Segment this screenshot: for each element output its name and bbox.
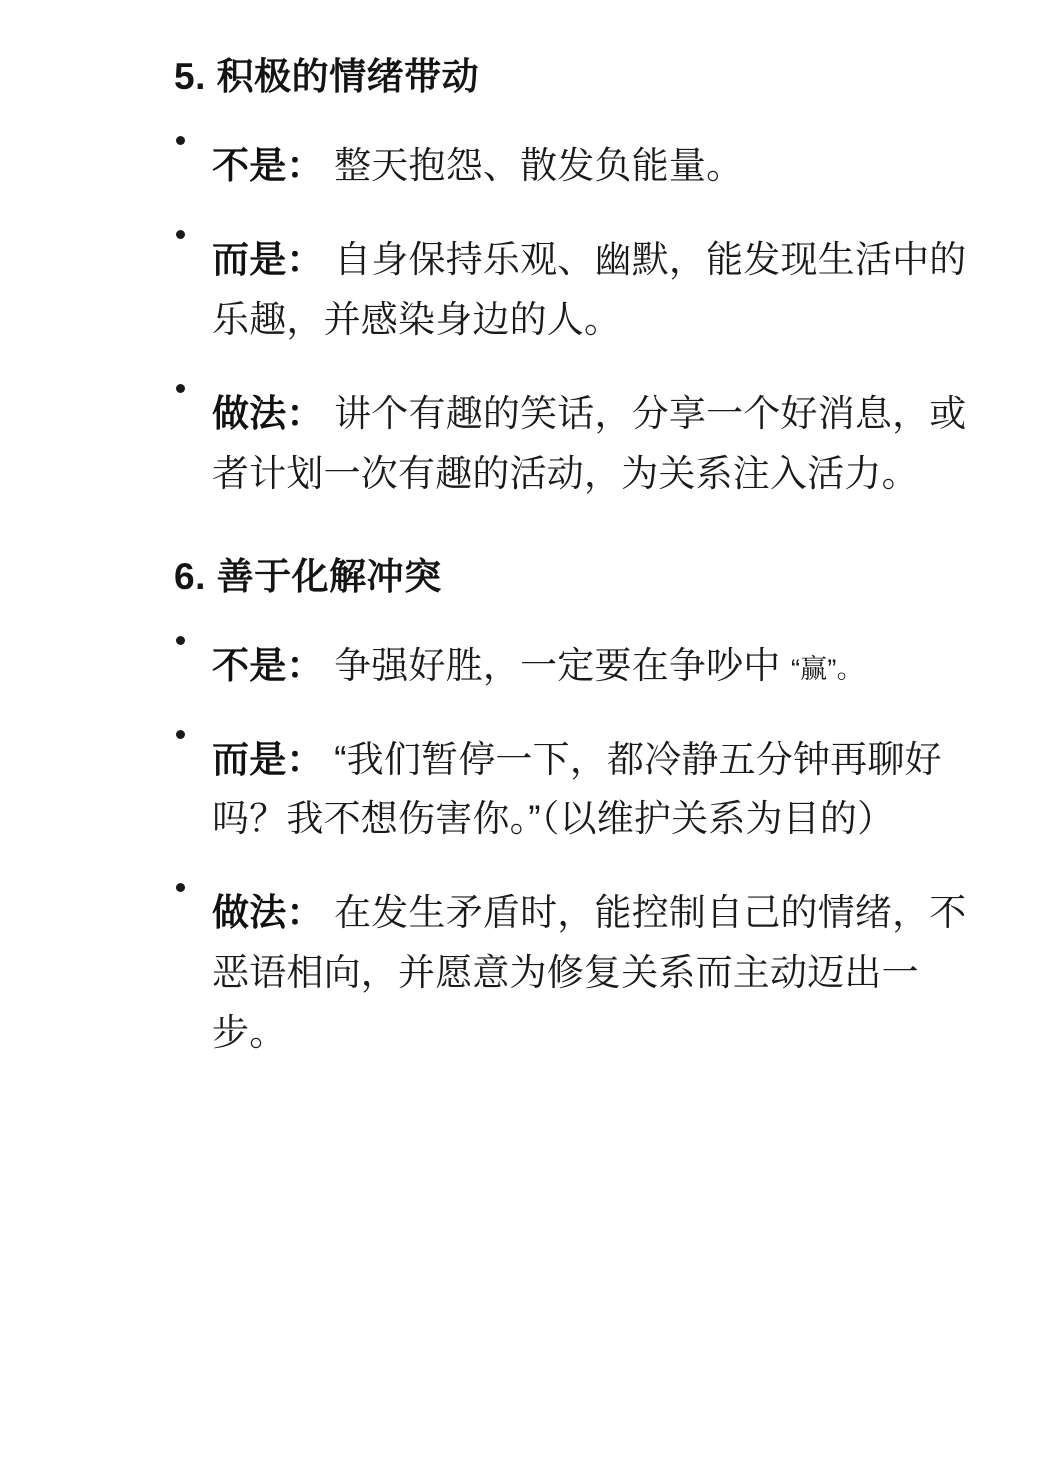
list-item-lead: 做法： xyxy=(212,392,324,434)
list-item-lead: 不是： xyxy=(212,644,324,686)
bullet-dot-icon xyxy=(176,636,185,645)
list-item-body: 整天抱怨、散发负能量。 xyxy=(334,144,744,186)
list-item xyxy=(40,730,998,850)
list-item-lead: 而是： xyxy=(212,238,324,280)
list-item-body: 讲个有趣的笑话，分享一个好消息，或者计划一次有趣的活动，为关系注入活力。 xyxy=(212,392,967,494)
list-item-lead: 而是： xyxy=(212,738,324,780)
list-item xyxy=(40,636,998,696)
bullet-dot-icon xyxy=(176,136,185,145)
bullet-dot-icon xyxy=(176,384,185,393)
list-item-body: “我们暂停一下，都冷静五分钟再聊好吗？我不想伤害你。”（以维护关系为目的） xyxy=(212,738,942,840)
section-heading: 5. 积极的情绪带动 xyxy=(174,56,480,97)
bullet-list xyxy=(40,136,998,504)
list-item-body: 在发生矛盾时，能控制自己的情绪，不恶语相向，并愿意为修复关系而主动迈出一步。 xyxy=(212,892,967,1054)
list-item xyxy=(40,136,998,196)
list-item-tail: “赢”。 xyxy=(790,653,864,684)
section-6 xyxy=(40,552,998,1064)
list-item-body: 自身保持乐观、幽默，能发现生活中的乐趣，并感染身边的人。 xyxy=(212,238,967,340)
bullet-list xyxy=(40,636,998,1064)
bullet-dot-icon xyxy=(176,730,185,739)
bullet-dot-icon xyxy=(176,883,185,892)
list-item xyxy=(40,384,998,504)
bullet-dot-icon xyxy=(176,230,185,239)
list-item xyxy=(40,883,998,1063)
list-item xyxy=(40,230,998,350)
section-5 xyxy=(40,52,998,504)
list-item-body: 争强好胜，一定要在争吵中 xyxy=(334,644,781,686)
list-item-lead: 做法： xyxy=(212,892,324,934)
section-heading: 6. 善于化解冲突 xyxy=(174,555,442,597)
list-item-lead: 不是： xyxy=(212,144,324,186)
